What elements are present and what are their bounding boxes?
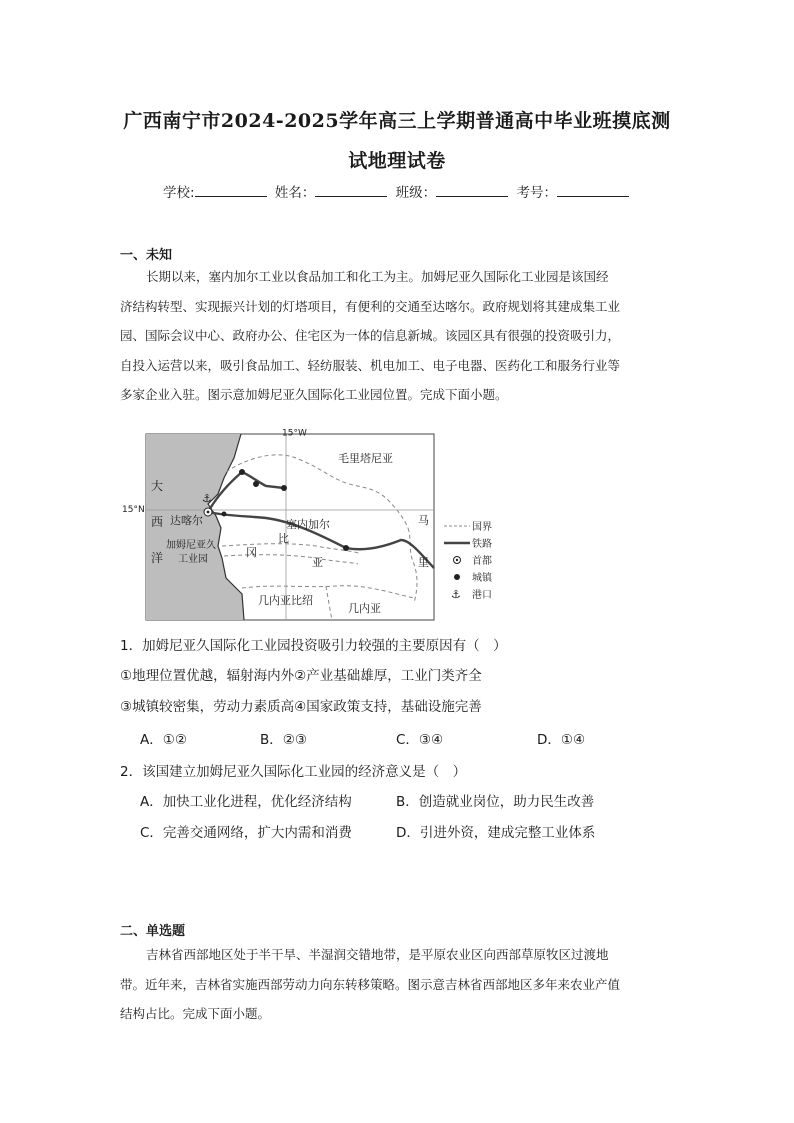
exam-number-blank: [557, 184, 629, 197]
town-dot: [239, 469, 245, 475]
class-label: 班级：: [395, 185, 437, 201]
passage-line: 自投入运营以来，吸引食品加工、轻纺服装、机电加工、电子电器、医药化工和服务行业等: [120, 357, 621, 373]
question-2-option-d[interactable]: D．引进外资，建成完整工业体系: [396, 825, 596, 841]
anchor-icon: ⚓: [451, 588, 461, 601]
question-1-option-b[interactable]: B．②③: [260, 732, 307, 748]
town-dot-icon: [454, 574, 460, 580]
name-blank: [315, 184, 387, 197]
passage-line: 结构占比。完成下面小题。: [120, 1006, 271, 1021]
capital-center-icon: [456, 559, 458, 561]
legend-capital-label: 首都: [472, 556, 492, 567]
question-2-option-c[interactable]: C．完善交通网络，扩大内需和消费: [140, 825, 352, 841]
map-legend: [444, 521, 493, 601]
town-dot: [343, 545, 349, 551]
passage-line: 多家企业入驻。图示意加姆尼亚久国际化工业园位置。完成下面小题。: [120, 387, 508, 402]
exam-title-line-2: 试地理试卷: [348, 150, 446, 172]
question-1-items-line-1: ①地理位置优越，辐射海内外②产业基础雄厚，工业门类齐全: [120, 668, 482, 684]
section-1-passage: [120, 262, 680, 410]
anchor-icon: ⚓: [202, 492, 212, 505]
passage-line: 带。近年来，吉林省实施西部劳动力向东转移策略。图示意吉林省西部地区多年来农业产值: [120, 976, 621, 992]
legend-border-label: 国界: [472, 522, 492, 533]
school-blank: [195, 184, 267, 197]
section-2-heading: 二、单选题: [120, 924, 186, 939]
question-1-items-line-2: ③城镇较密集，劳动力素质高④国家政策支持，基础设施完善: [120, 699, 482, 715]
passage-line: 济结构转型、实现振兴计划的灯塔项目，有便利的交通至达喀尔。政府规划将其建成集工业: [120, 298, 621, 314]
ocean-label-2: 西: [151, 515, 164, 529]
gambia-label-3: 亚: [312, 556, 323, 569]
legend-port-label: 港口: [472, 590, 492, 601]
capital-label: 达喀尔: [170, 514, 203, 527]
question-1-option-d[interactable]: D．①④: [537, 732, 586, 748]
question-2-option-b[interactable]: B．创造就业岗位，助力民生改善: [396, 794, 595, 810]
passage-line: 长期以来，塞内加尔工业以食品加工和化工为主。加姆尼亚久国际化工业园是该国经: [146, 269, 609, 284]
guinea-label: 几内亚: [348, 602, 381, 615]
mauritania-label: 毛里塔尼亚: [338, 452, 393, 465]
question-1-option-c[interactable]: C．③④: [396, 732, 444, 748]
ocean-label-3: 洋: [151, 551, 164, 565]
longitude-label: 15°W: [282, 428, 307, 439]
section-2-passage: [120, 940, 680, 1029]
gambia-label-1: 冈: [246, 546, 257, 559]
student-info-row: [0, 181, 794, 201]
question-2-stem: 2．该国建立加姆尼亚久国际化工业园的经济意义是（ ）: [120, 764, 467, 780]
ocean-label-1: 大: [151, 479, 164, 493]
latitude-label: 15°N: [122, 505, 145, 515]
legend-town-label: 城镇: [472, 573, 492, 584]
mali-label-1: 马: [418, 514, 429, 527]
park-label-2: 工业园: [178, 554, 208, 565]
class-blank: [436, 184, 508, 197]
exam-number-label: 考号：: [516, 185, 557, 201]
question-2-option-a[interactable]: A．加快工业化进程，优化经济结构: [140, 794, 352, 810]
guinea-bissau-label: 几内亚比绍: [258, 594, 313, 607]
park-label-1: 加姆尼亚久: [166, 540, 216, 551]
exam-title-line-1: 广西南宁市2024-2025学年高三上学期普通高中毕业班摸底测: [123, 110, 671, 132]
town-dot: [222, 512, 227, 517]
school-label: 学校:: [163, 185, 195, 201]
mali-label-2: 里: [418, 556, 429, 569]
gambia-label-2: 比: [278, 532, 289, 545]
passage-line: 吉林省西部地区处于半干旱、半湿润交错地带，是平原农业区向西部草原牧区过渡地: [146, 947, 609, 962]
question-1-stem: 1．加姆尼亚久国际化工业园投资吸引力较强的主要原因有（ ）: [120, 638, 507, 654]
question-1-option-a[interactable]: A．①②: [140, 732, 187, 748]
town-dot: [253, 481, 259, 487]
capital-center: [207, 511, 210, 514]
name-label: 姓名：: [274, 185, 316, 201]
legend-railway-label: 铁路: [472, 539, 492, 550]
section-1-heading: 一、未知: [120, 248, 173, 263]
senegal-label: 塞内加尔: [286, 518, 330, 531]
senegal-location-map: [122, 428, 492, 624]
town-dot: [281, 485, 287, 491]
passage-line: 园、国际会议中心、政府办公、住宅区为一体的信息新城。该园区具有很强的投资吸引力，: [120, 328, 621, 343]
